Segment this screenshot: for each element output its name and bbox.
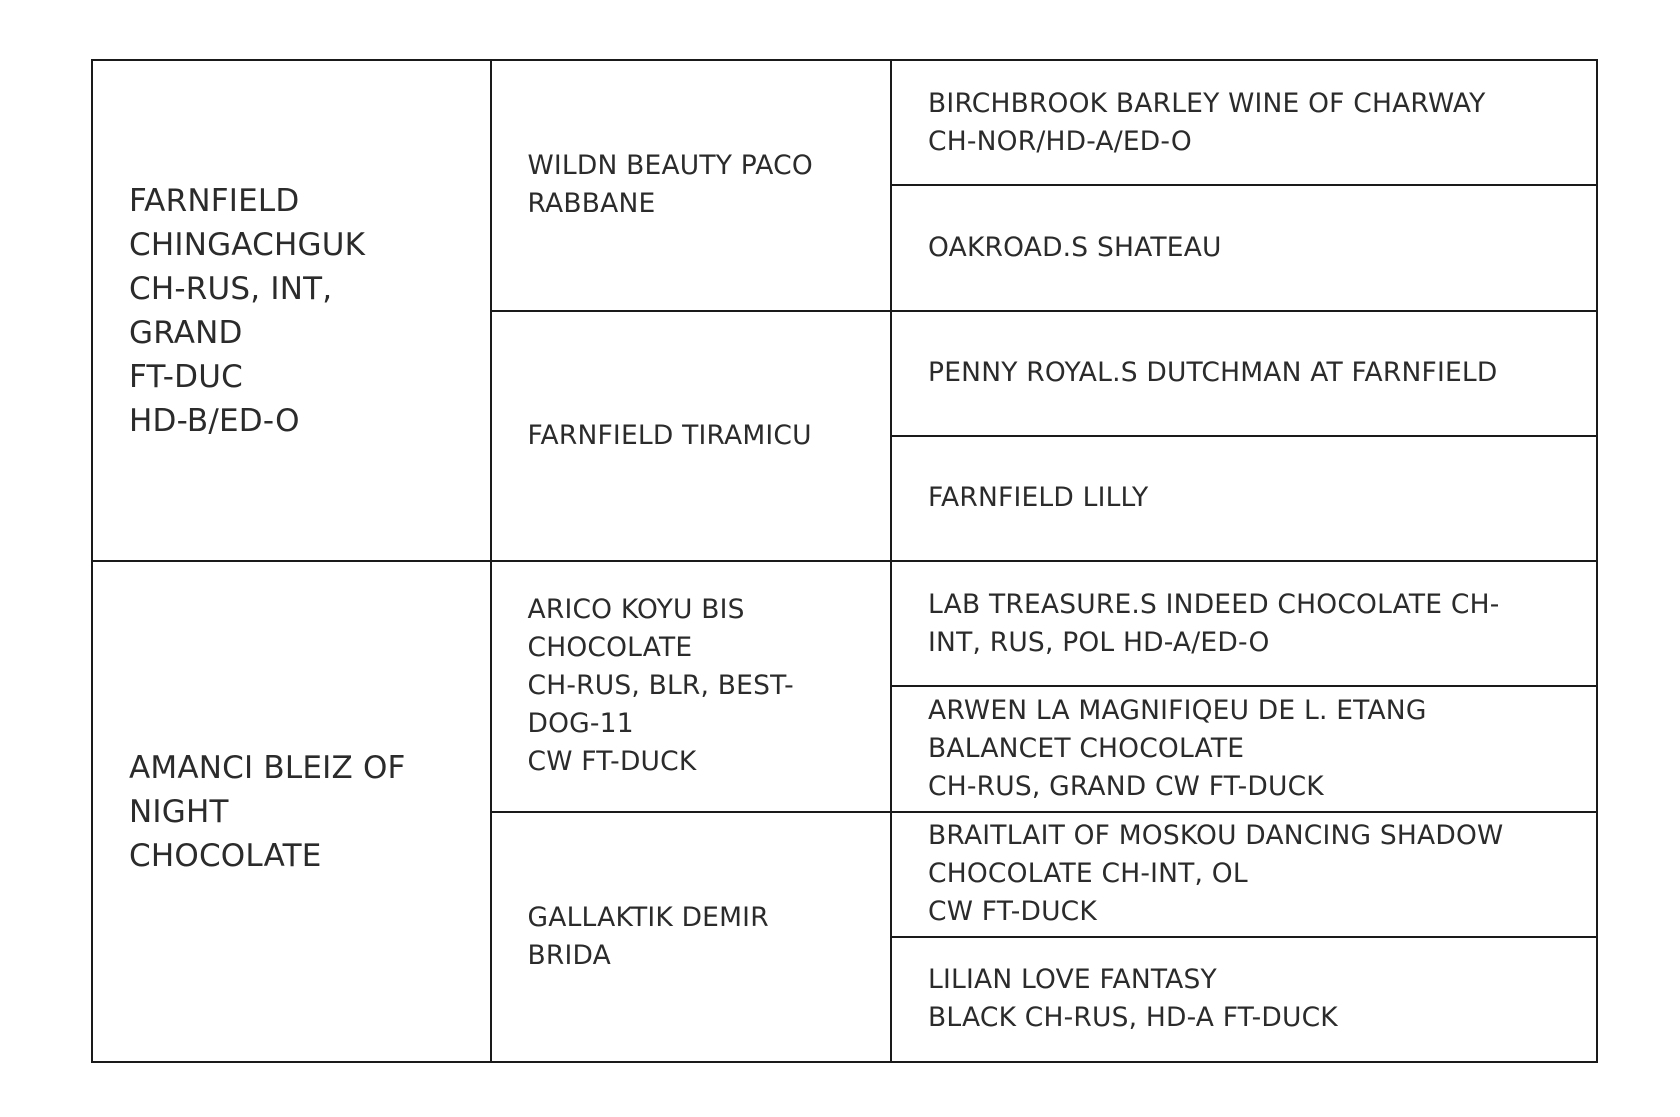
maternal-grandsire-name: ARICO KOYU BIS CHOCOLATE CH-RUS, BLR, BEST- DOG-11 CW FT-DUCK xyxy=(527,594,794,778)
ggp-cell-8 xyxy=(891,937,1597,1062)
ggp-name-2: OAKROAD.S SHATEAU xyxy=(928,231,1222,263)
ggp-cell-5 xyxy=(891,561,1597,686)
dam-cell xyxy=(92,561,491,1062)
ggp-name-3: PENNY ROYAL.S DUTCHMAN AT FARNFIELD xyxy=(928,357,1498,389)
paternal-grandsire-cell xyxy=(491,60,892,311)
paternal-grandsire-name: WILDN BEAUTY PACO RABBANE xyxy=(527,150,813,220)
ggp-name-1: BIRCHBROOK BARLEY WINE OF CHARWAY CH-NOR/HD-A/ED-O xyxy=(928,87,1486,157)
maternal-granddam-cell xyxy=(491,812,892,1063)
ggp-cell-6 xyxy=(891,686,1597,811)
dam-name: AMANCI BLEIZ OF NIGHT CHOCOLATE xyxy=(129,749,406,874)
pedigree-table xyxy=(91,59,1598,1063)
ggp-name-6: ARWEN LA MAGNIFIQEU DE L. ETANG BALANCET CHOCOLATE CH-RUS, GRAND CW FT-DUCK xyxy=(928,694,1427,802)
ggp-cell-2 xyxy=(891,185,1597,310)
ggp-cell-7 xyxy=(891,812,1597,937)
ggp-name-4: FARNFIELD LILLY xyxy=(928,482,1149,514)
ggp-name-8: LILIAN LOVE FANTASY BLACK CH-RUS, HD-A FT-DUCK xyxy=(928,964,1338,1034)
paternal-granddam-name: FARNFIELD TIRAMICU xyxy=(527,419,812,451)
table-row xyxy=(92,561,1597,686)
ggp-name-5: LAB TREASURE.S INDEED CHOCOLATE CH- INT, RUS, POL HD-A/ED-O xyxy=(928,588,1500,658)
ggp-cell-3 xyxy=(891,311,1597,436)
sire-cell xyxy=(92,60,491,561)
table-row xyxy=(92,60,1597,185)
ggp-name-7: BRAITLAIT OF MOSKOU DANCING SHADOW CHOCOLATE CH-INT, OL CW FT-DUCK xyxy=(928,820,1504,928)
sire-name: FARNFIELD CHINGACHGUK CH-RUS, INT, GRAND FT-DUC HD-B/ED-O xyxy=(129,182,366,439)
maternal-grandsire-cell xyxy=(491,561,892,812)
ggp-cell-4 xyxy=(891,436,1597,561)
paternal-granddam-cell xyxy=(491,311,892,562)
ggp-cell-1 xyxy=(891,60,1597,185)
maternal-granddam-name: GALLAKTIK DEMIR BRIDA xyxy=(527,901,769,971)
